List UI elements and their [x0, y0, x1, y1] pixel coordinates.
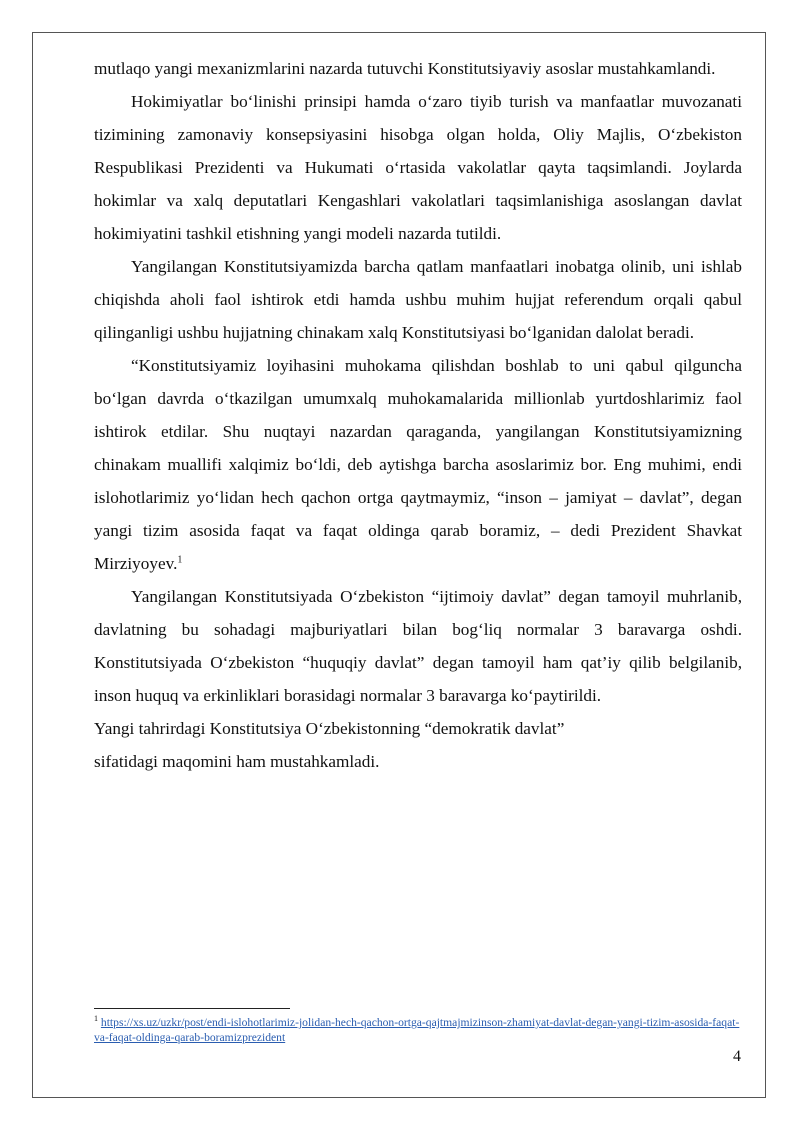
footnote-number: 1: [94, 1014, 98, 1024]
paragraph-referendum: Yangilangan Konstitutsiyamizda barcha qatlam manfaatlari inobatga olinib, uni ishlab chiqishda aholi faol ishtirok etdi hamda ushbu muhim hujjat referendum orqali qabul qilinganligi ushbu hujjatning chinakam xalq Konstitutsiyasi bo‘lganidan dalolat beradi.: [94, 257, 742, 342]
footnote: [94, 1015, 744, 1045]
paragraph-president-quote: [94, 349, 742, 580]
paragraph-line: Yangi tahrirdagi Konstitutsiya O‘zbekistonning “demokratik davlat”: [94, 719, 565, 738]
paragraph-separation-of-powers: Hokimiyatlar bo‘linishi prinsipi hamda o‘zaro tiyib turish va manfaatlar muvozanati tizimining zamonaviy konsepsiyasini hisobga olgan holda, Oliy Majlis, O‘zbekiston Respublikasi Prezidenti va Hukumati o‘rtasida vakolatlar qayta taqsimlandi. Joylarda hokimlar va xalq deputatlari Kengashlari vakolatlari taqsimlanishiga asoslangan davlat hokimiyatini tashkil etishning yangi modeli nazarda tutildi.: [94, 92, 742, 243]
page-number: 4: [733, 1048, 741, 1065]
document-body: [94, 52, 742, 778]
paragraph-line: sifatidagi maqomini ham mustahkamladi.: [94, 752, 380, 771]
paragraph-continuation: mutlaqo yangi mexanizmlarini nazarda tutuvchi Konstitutsiyaviy asoslar mustahkamlandi.: [94, 59, 716, 78]
paragraph-social-state: Yangilangan Konstitutsiyada O‘zbekiston “ijtimoiy davlat” degan tamoyil muhrlanib, davlatning bu sohadagi majburiyatlari bilan bog‘liq normalar 3 baravarga oshdi. Konstitutsiyada O‘zbekiston “huquqiy davlat” degan tamoyil ham qat’iy qilib belgilanib, inson huquq va erkinliklari borasidagi normalar 3 baravarga ko‘paytirildi.: [94, 587, 742, 705]
footnote-separator: [94, 1008, 290, 1009]
footnote-link[interactable]: https://xs.uz/uzkr/post/endi-islohotlarimiz-jolidan-hech-qachon-ortga-qajtmajmizinson-zhamiyat-davlat-degan-yangi-tizim-asosida-faqat-va-faqat-oldinga-qarab-boramizprezident: [94, 1016, 740, 1044]
paragraph-democratic-state: [94, 712, 742, 778]
footnote-reference[interactable]: 1: [177, 554, 183, 566]
quote-text: “Konstitutsiyamiz loyihasini muhokama qilishdan boshlab to uni qabul qilguncha bo‘lgan davrda o‘tkazilgan umumxalq muhokamalarida millionlab yurtdoshlarimiz faol ishtirok etdilar. Shu nuqtayi nazardan qaraganda, yangilangan Konstitutsiyamizning chinakam muallifi xalqimiz bo‘ldi, deb aytishga barcha asoslarimiz bor. Eng muhimi, endi islohotlarimiz yo‘lidan hech qachon ortga qaytmaymiz, “inson – jamiyat – davlat”, degan yangi tizim asosida faqat va faqat oldinga qarab boramiz, – dedi Prezident Shavkat Mirziyoyev.: [94, 356, 742, 573]
